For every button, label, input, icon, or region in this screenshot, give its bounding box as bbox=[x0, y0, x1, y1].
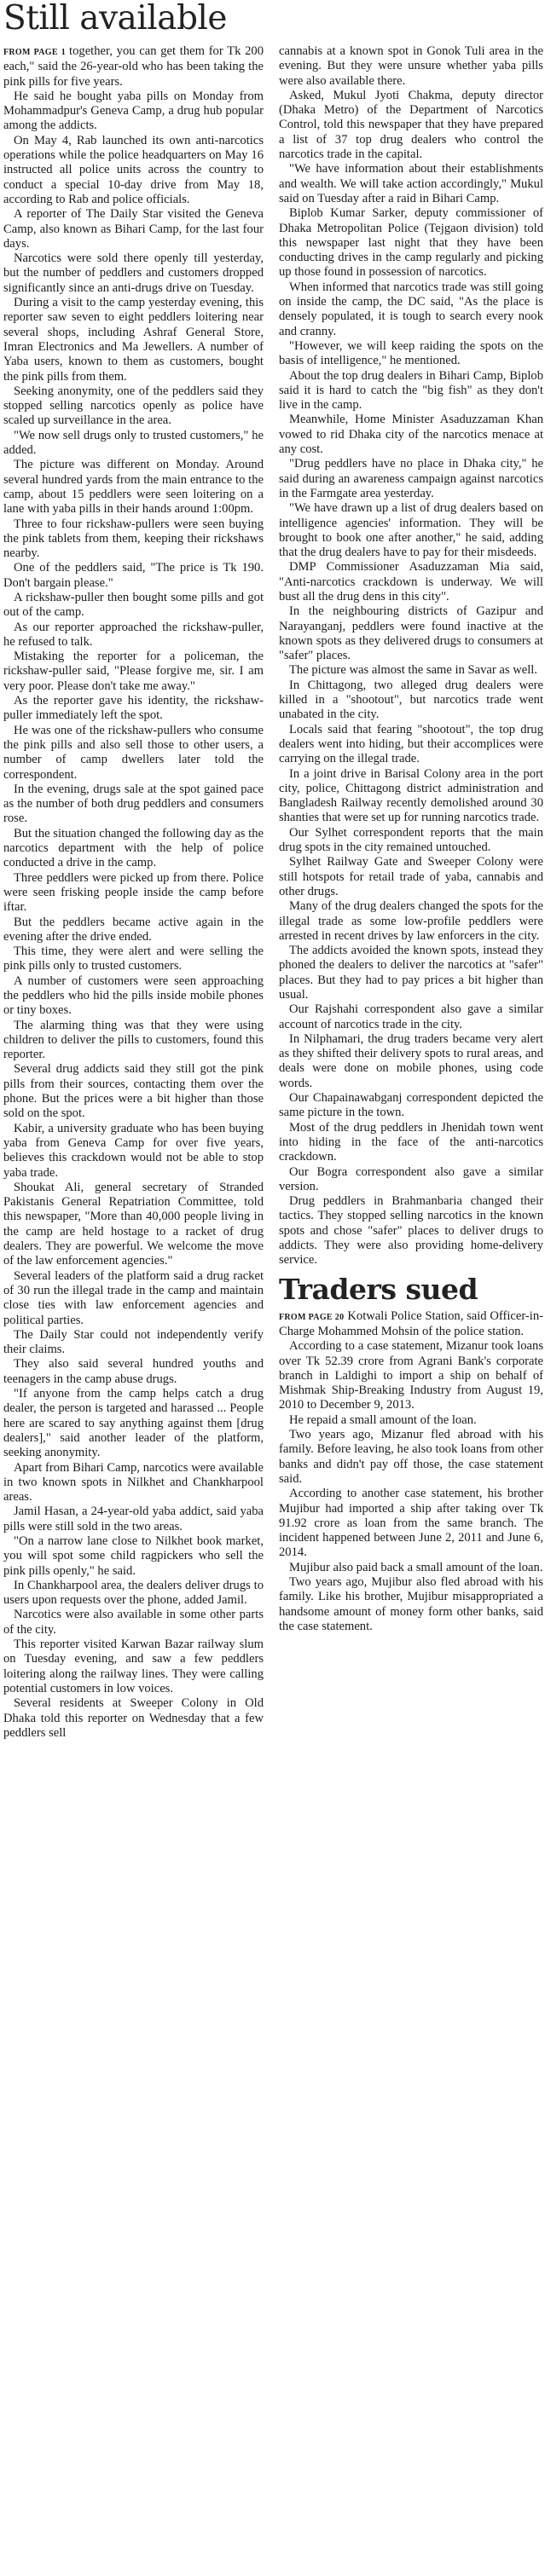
paragraph: According to another case statement, his brother Mujibur had imported a ship after taking over Tk 91.92 crore as loan from the same branch. The incident happened between June 2, 2011 and June 6, 2014. bbox=[279, 1487, 543, 1560]
paragraph: Narcotics were also available in some other parts of the city. bbox=[3, 1608, 264, 1637]
story-kicker-paragraph bbox=[3, 44, 264, 90]
paragraph: The alarming thing was that they were using children to deliver the pills to customers, found this reporter. bbox=[3, 1018, 264, 1062]
paragraph: This time, they were alert and were selling the pink pills only to trusted customers. bbox=[3, 944, 264, 973]
paragraph: Several leaders of the platform said a drug racket of 30 run the illegal trade in the camp and maintain close ties with law enforcement agencies and political parties. bbox=[3, 1268, 264, 1327]
paragraph: Three peddlers were picked up from there. Police were seen frisking people inside the camp before iftar. bbox=[3, 870, 264, 915]
paragraph: Many of the drug dealers changed the spots for the illegal trade as some low-profile peddlers were arrested in recent drives by law enforcers in the city. bbox=[279, 899, 543, 943]
paragraph: Mujibur also paid back a small amount of the loan. bbox=[289, 1560, 543, 1574]
paragraph: In the neighbouring districts of Gazipur and Narayanganj, peddlers were found inactive at the known spots as they delivered drugs to consumers at "safer" places. bbox=[279, 604, 543, 663]
paragraph: As our reporter approached the rickshaw-puller, he refused to talk. bbox=[3, 620, 264, 649]
story-kicker-paragraph bbox=[279, 1309, 543, 1340]
paragraph: But the situation changed the following day as the narcotics department with the help of police conducted a drive in the camp. bbox=[3, 826, 264, 870]
paragraph: cannabis at a known spot in Gonok Tuli area in the evening. But they were unsure whether yaba pills were also available there. bbox=[279, 44, 543, 88]
paragraph: Kabir, a university graduate who has been buying yaba from Geneva Camp for over five years, believes this crackdown would not be able to stop yaba trade. bbox=[3, 1121, 264, 1180]
paragraph: In Chankharpool area, the dealers deliver drugs to users upon requests over the phone, added Jamil. bbox=[3, 1578, 264, 1608]
page-headline: Still available bbox=[3, 0, 227, 38]
paragraph: Our Sylhet correspondent reports that the main drug spots in the city remained untouched. bbox=[279, 825, 543, 855]
paragraph: Meanwhile, Home Minister Asaduzzaman Khan vowed to rid Dhaka city of the narcotics menace at any cost. bbox=[279, 413, 543, 457]
paragraph: Asked, Mukul Jyoti Chakma, deputy director (Dhaka Metro) of the Department of Narcotics Control, told this newspaper that they have prepared a list of 37 top drug dealers who control the narcotics trade in the capital. bbox=[279, 88, 543, 162]
paragraph: A reporter of The Daily Star visited the Geneva Camp, also known as Bihari Camp, for the last four days. bbox=[3, 207, 264, 251]
kicker-label: FROM PAGE 20 bbox=[279, 1312, 345, 1322]
paragraph: "We have drawn up a list of drug dealers based on intelligence agencies' information. They will be brought to book one after another," he said, adding that the drug dealers have to pay for their misdeeds. bbox=[279, 501, 543, 560]
paragraph: Locals said that fearing "shootout", the top drug dealers went into hiding, but their accomplices were carrying on the illegal trade. bbox=[279, 722, 543, 766]
paragraph: Most of the drug peddlers in Jhenidah town went into hiding in the face of the anti-narcotics crackdown. bbox=[279, 1120, 543, 1164]
paragraph-text: Kotwali Police Station, said Officer-in-Charge Mohammed Mohsin of the police station. bbox=[279, 1308, 543, 1338]
paragraph: He said he bought yaba pills on Monday from Mohammadpur's Geneva Camp, a drug hub popular among the addicts. bbox=[3, 89, 264, 133]
paragraph: This reporter visited Karwan Bazar railway slum on Tuesday evening, and saw a few peddlers loitering along the railway lines. They were calling potential customers in low voices. bbox=[3, 1637, 264, 1695]
paragraph: Two years ago, Mizanur fled abroad with his family. Before leaving, he also took loans from other banks and didn't pay off those, the case statement said. bbox=[279, 1428, 543, 1486]
paragraph: In the evening, drugs sale at the spot gained pace as the number of both drug peddlers and consumers rose. bbox=[3, 782, 264, 826]
paragraph: "However, we will keep raiding the spots on the basis of intelligence," he mentioned. bbox=[279, 338, 543, 368]
paragraph: Mistaking the reporter for a policeman, the rickshaw-puller said, "Please forgive me, sir. I am very poor. Please don't take me away." bbox=[3, 650, 264, 693]
right-column bbox=[279, 44, 543, 1634]
paragraph: The addicts avoided the known spots, instead they phoned the dealers to deliver the narcotics at "safer" places. But they had to pay prices a bit higher than usual. bbox=[279, 944, 543, 1002]
paragraph: One of the peddlers said, "The price is Tk 190. Don't bargain please." bbox=[3, 561, 264, 590]
paragraph: According to a case statement, Mizanur took loans over Tk 52.39 crore from Agrani Bank's corporate branch in Laldighi to import a ship on behalf of Mishmak Ship-Breaking Industry from August 19, 2010 to December 9, 2013. bbox=[279, 1339, 543, 1412]
paragraph: A number of customers were seen approaching the peddlers who hid the pills inside mobile phones or tiny boxes. bbox=[3, 973, 264, 1018]
paragraph: Biplob Kumar Sarker, deputy commissioner of Dhaka Metropolitan Police (Tejgaon division) told this newspaper last night that they have been conducting drives in the camp regularly and picking up those found in possession of narcotics. bbox=[279, 206, 543, 280]
paragraph: The picture was different on Monday. Around several hundred yards from the main entrance to the camp, about 15 peddlers were seen loitering on a lane with yaba pills in their hands around 1:00pm. bbox=[3, 458, 264, 517]
paragraph: During a visit to the camp yesterday evening, this reporter saw seven to eight peddlers loitering near several shops, including Ashraf General Store, Imran Electronics and Ma Jewellers. A number of Yaba users, known to them as customers, bought the pink pills from them. bbox=[3, 296, 264, 384]
second-story-headline: Traders sued bbox=[279, 1272, 478, 1306]
paragraph: On May 4, Rab launched its own anti-narcotics operations while the police headquarters on May 16 instructed all police units across the country to conduct a special 10-day drive from May 18, according to Rab and police officials. bbox=[3, 133, 264, 206]
paragraph: In a joint drive in Barisal Colony area in the port city, police, Chittagong district administration and Bangladesh Railway recently demolished around 30 shanties that were set up for running narcotics trade. bbox=[279, 766, 543, 825]
paragraph: Shoukat Ali, general secretary of Stranded Pakistanis General Repatriation Committee, told this newspaper, "More than 40,000 people living in the camp are held hostage to a racket of drug dealers. They are powerful. We welcome the move of the law enforcement agencies." bbox=[3, 1180, 264, 1268]
paragraph: The Daily Star could not independently verify their claims. bbox=[3, 1327, 264, 1357]
paragraph: Several residents at Sweeper Colony in Old Dhaka told this reporter on Wednesday that a few peddlers sell bbox=[3, 1696, 264, 1740]
paragraph: Jamil Hasan, a 24-year-old yaba addict, said yaba pills were still sold in the two areas. bbox=[3, 1505, 264, 1533]
paragraph: In Chittagong, two alleged drug dealers were killed in a "shootout", but narcotics trade went unabated in the city. bbox=[279, 678, 543, 722]
paragraph-text: together, you can get them for Tk 200 each," said the 26-year-old who has been taking the pink pills for five years. bbox=[3, 44, 264, 89]
paragraph: Our Bogra correspondent also gave a similar version. bbox=[279, 1164, 543, 1193]
paragraph: Two years ago, Mujibur also fled abroad with his family. Like his brother, Mujibur misappropriated a handsome amount of money form other banks, said the case statement. bbox=[279, 1574, 543, 1633]
paragraph: DMP Commissioner Asaduzzaman Mia said, "Anti-narcotics crackdown is underway. We will bust all the drug dens in this city". bbox=[279, 560, 543, 604]
left-column bbox=[3, 44, 264, 1741]
paragraph: About the top drug dealers in Bihari Camp, Biplob said it is hard to catch the "big fish" as they don't live in the camp. bbox=[279, 368, 543, 413]
paragraph: Our Chapainawabganj correspondent depicted the same picture in the town. bbox=[279, 1091, 543, 1120]
paragraph: Narcotics were sold there openly till yesterday, but the number of peddlers and customers dropped significantly since an anti-drugs drive on Tuesday. bbox=[3, 251, 264, 295]
paragraph: But the peddlers became active again in the evening after the drive ended. bbox=[3, 915, 264, 944]
paragraph: Several drug addicts said they still got the pink pills from their sources, contacting them over the phone. But the prices were a bit higher than those sold on the spot. bbox=[3, 1062, 264, 1121]
paragraph: "We now sell drugs only to trusted customers," he added. bbox=[3, 428, 264, 458]
paragraph: "We have information about their establishments and wealth. We will take action accordingly," Mukul said on Tuesday after a raid in Bihari Camp. bbox=[279, 162, 543, 205]
paragraph: "On a narrow lane close to Nilkhet book market, you will spot some child ragpickers who sell the pink pills openly," he said. bbox=[3, 1533, 264, 1578]
paragraph: When informed that narcotics trade was still going on inside the camp, the DC said, "As the place is densely populated, it is tough to search every nook and cranny. bbox=[279, 280, 543, 338]
paragraph: Seeking anonymity, one of the peddlers said they stopped selling narcotics openly as police have scaled up surveillance in the area. bbox=[3, 384, 264, 428]
paragraph: He was one of the rickshaw-pullers who consume the pink pills and also sell those to other users, a number of camp dwellers later told the correspondent. bbox=[3, 723, 264, 782]
paragraph: Apart from Bihari Camp, narcotics were available in two known spots in Nilkhet and Chankharpool areas. bbox=[3, 1460, 264, 1505]
paragraph: Our Rajshahi correspondent also gave a similar account of narcotics trade in the city. bbox=[279, 1002, 543, 1031]
paragraph: A rickshaw-puller then bought some pills and got out of the camp. bbox=[3, 590, 264, 620]
paragraph: He repaid a small amount of the loan. bbox=[289, 1412, 477, 1427]
paragraph: Drug peddlers in Brahmanbaria changed their tactics. They stopped selling narcotics in the known spots and chose "safer" places to deliver drugs to addicts. They were also providing home-delivery service. bbox=[279, 1194, 543, 1268]
paragraph: In Nilphamari, the drug traders became very alert as they shifted their delivery spots to rural areas, and deals were done on mobile phones, using code words. bbox=[279, 1031, 543, 1090]
paragraph: As the reporter gave his identity, the rickshaw-puller immediately left the spot. bbox=[3, 694, 264, 723]
paragraph: Sylhet Railway Gate and Sweeper Colony were still hotspots for retail trade of yaba, cannabis and other drugs. bbox=[279, 855, 543, 898]
kicker-label: FROM PAGE 1 bbox=[3, 48, 67, 57]
paragraph: The picture was almost the same in Savar as well. bbox=[289, 663, 537, 678]
paragraph: Three to four rickshaw-pullers were seen buying the pink tablets from them, keeping their rickshaws nearby. bbox=[3, 517, 264, 561]
paragraph: "Drug peddlers have no place in Dhaka city," he said during an awareness campaign against narcotics in the Farmgate area yesterday. bbox=[279, 457, 543, 500]
paragraph: They also said several hundred youths and teenagers in the camp abuse drugs. bbox=[3, 1357, 264, 1386]
paragraph: "If anyone from the camp helps catch a drug dealer, the person is targeted and harassed ... People here are scared to say anything against them [drug dealers]," said another leader of the platform, seeking anonymity. bbox=[3, 1387, 264, 1460]
